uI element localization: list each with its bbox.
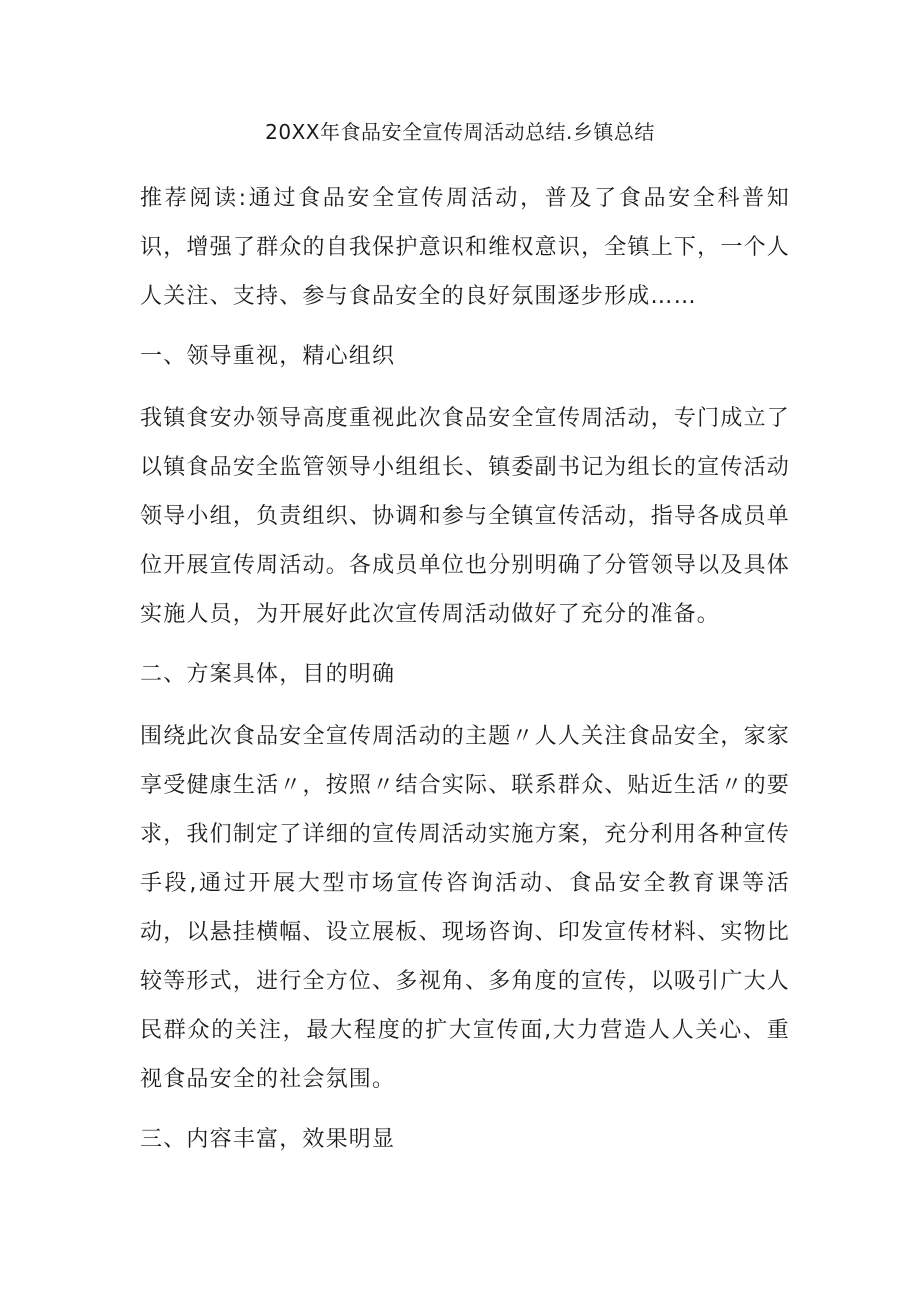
- document-title: 20XX年食品安全宣传周活动总结.乡镇总结: [265, 120, 655, 144]
- section-heading-3: 三、内容丰富，效果明显: [140, 1127, 396, 1152]
- section-body-2: 围绕此次食品安全宣传周活动的主题〃人人关注食品安全，家家享受健康生活〃，按照〃结合实际、联系群众、贴近生活〃的要求，我们制定了详细的宣传周活动实施方案，充分利用各种宣传手段,通过开展大型市场宣传咨询活动、食品安全教育课等活动，以悬挂横幅、设立展板、现场咨询、印发宣传材料、实物比较等形式，进行全方位、多视角、多角度的宣传，以吸引广大人民群众的关注，最大程度的扩大宣传面,大力营造人人关心、重视食品安全的社会氛围。: [140, 724, 790, 1092]
- section-body-1: 我镇食安办领导高度重视此次食品安全宣传周活动，专门成立了以镇食品安全监管领导小组组长、镇委副书记为组长的宣传活动领导小组，负责组织、协调和参与全镇宣传活动，指导各成员单位开展宣传周活动。各成员单位也分别明确了分管领导以及具体实施人员，为开展好此次宣传周活动做好了充分的准备。: [140, 406, 790, 627]
- intro-paragraph: 推荐阅读:通过食品安全宣传周活动，普及了食品安全科普知识，增强了群众的自我保护意识和维权意识，全镇上下，一个人人关注、支持、参与食品安全的良好氛围逐步形成……: [140, 186, 790, 309]
- section-heading-2: 二、方案具体，目的明确: [140, 662, 396, 687]
- section-heading-1: 一、领导重视，精心组织: [140, 344, 396, 369]
